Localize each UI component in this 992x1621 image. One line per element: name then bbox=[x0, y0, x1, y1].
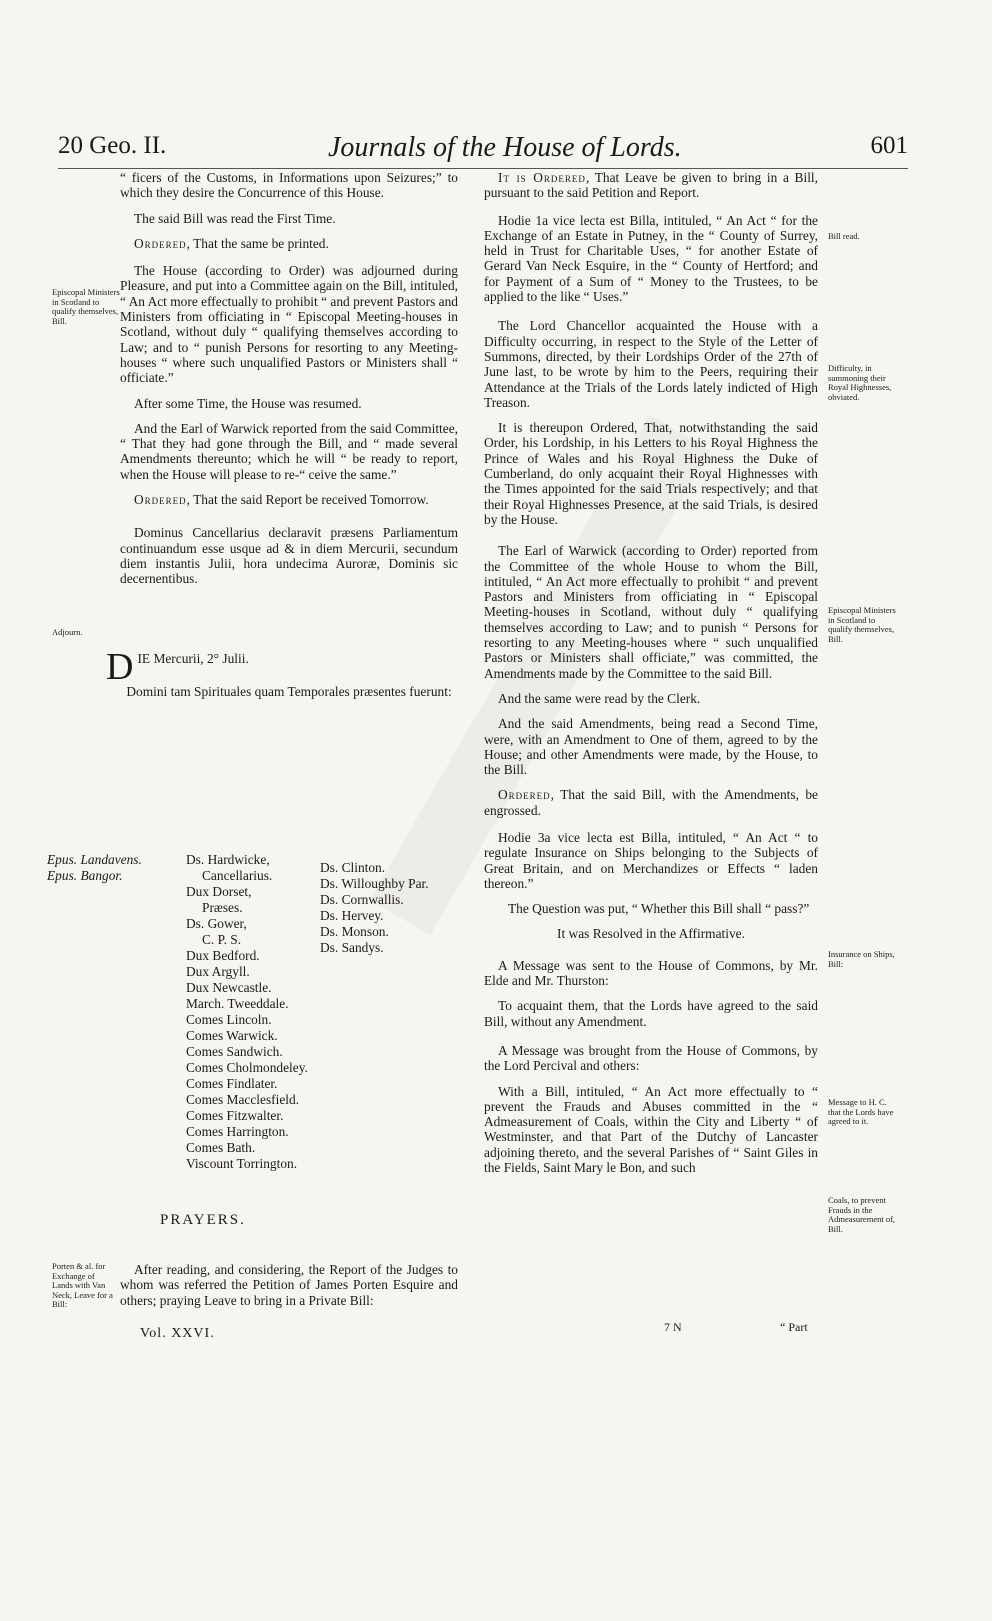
bishops-list bbox=[47, 852, 142, 884]
margin-note: Episcopal Ministers in Scotland to qualify themselves, Bill. bbox=[828, 605, 896, 644]
paragraph: “ ficers of the Customs, in Informations upon Seizures;” to which they desire the Concurrence of this House. bbox=[120, 170, 458, 201]
list-item: Comes Sandwich. bbox=[186, 1044, 283, 1059]
header-rule bbox=[58, 168, 908, 169]
list-item: Comes Findlater. bbox=[186, 1076, 278, 1091]
porten-paragraph-block bbox=[120, 1262, 458, 1318]
paragraph: The Question was put, “ Whether this Bill shall “ pass?” bbox=[508, 901, 810, 917]
margin-note: Porten & al. for Exchange of Lands with Van Neck, Leave for a Bill: bbox=[52, 1261, 113, 1309]
paragraph: Hodie 1a vice lecta est Billa, intituled, “ An Act “ for the Exchange of an Estate in Putney, in the “ County of Surrey, held in Trust for Charitable Uses, “ for another Estate of Gerard Van Neck Esquire, in the “ County of Hertford; and for Payment of a Sum of “ Money to the Trustees, to be applied to the like “ Uses.” bbox=[484, 212, 818, 305]
list-item: Dux Dorset, bbox=[186, 884, 252, 899]
paragraph-text: , That Leave be given to bring in a Bill, pursuant to the said Petition and Report. bbox=[484, 170, 818, 201]
paragraph: It is thereupon Ordered, That, notwithstanding the said Order, his Lordship, in his Letters to his Royal Highness the Prince of Wales and his Royal Highness the Duke of Cumberland, do only acquaint their Royal Highnesses with the Times appointed for the said Trials respectively; and that their Royal Highnesses Presence, at the said Trials, is desired by the House. bbox=[484, 420, 818, 527]
paragraph: And the Earl of Warwick reported from the said Committee, “ That they had gone through the Bill, and “ made several Amendments thereunto; which he will “ be ready to report, when the House will please to re-“ ceive the same.” bbox=[120, 420, 458, 482]
list-item: Epus. Landavens. bbox=[47, 852, 142, 867]
header-page-number: 601 bbox=[870, 132, 908, 159]
day-heading bbox=[106, 645, 458, 688]
list-item: Comes Harrington. bbox=[186, 1124, 289, 1139]
paragraph-text: , That the said Report be received Tomorrow. bbox=[186, 492, 429, 508]
lords-list-middle bbox=[186, 852, 308, 1172]
signature-mark: 7 N bbox=[664, 1320, 682, 1334]
paragraph-text: , That the same be printed. bbox=[186, 235, 329, 251]
ordered-label: Ordered bbox=[134, 235, 187, 251]
paragraph: Hodie 3a vice lecta est Billa, intituled, “ An Act “ to regulate Insurance on Ships belonging to the Subjects of Great Britain, and on Merchandizes or Effects “ laden thereon.” bbox=[484, 829, 818, 891]
catchword: “ Part bbox=[780, 1320, 808, 1334]
volume-label: Vol. XXVI. bbox=[140, 1326, 215, 1341]
list-item: Ds. Hardwicke, bbox=[186, 852, 270, 867]
drop-cap: D bbox=[106, 645, 134, 688]
margin-note: Episcopal Ministers in Scotland to qualify themselves, Bill. bbox=[52, 287, 120, 326]
paragraph: The Earl of Warwick (according to Order) reported from the Committee of the whole House to whom the Bill, intituled, “ An Act more effectually to prohibit “ and prevent Pastors and Ministers from officiating in “ Episcopal Meeting-houses in Scotland, without duly “ qualifying themselves according to Law; and to punish “ Persons for resorting to any Meeting-houses where “ such unqualified Pastors or Ministers shall officiate,” was committed, the Amendments made by the Committee to the said Bill. bbox=[484, 543, 818, 681]
left-column bbox=[106, 170, 458, 709]
paragraph: Dominus Cancellarius declaravit præsens Parliamentum continuandum esse usque ad & in diem Mercurii, secundum diem instantis Julii, hora undecima Auroræ, Dominis sic decernentibus. bbox=[120, 525, 458, 587]
list-item: March. Tweeddale. bbox=[186, 996, 289, 1011]
margin-note: Difficulty, in summoning their Royal Highnesses, obviated. bbox=[828, 363, 892, 402]
paragraph: A Message was sent to the House of Commons, by Mr. Elde and Mr. Thurston: bbox=[484, 957, 818, 989]
list-item: Dux Argyll. bbox=[186, 964, 250, 979]
list-item: Comes Bath. bbox=[186, 1140, 256, 1155]
list-item: Ds. Hervey. bbox=[320, 908, 384, 923]
margin-note: Insurance on Ships, Bill: bbox=[828, 949, 895, 969]
list-item: Comes Macclesfield. bbox=[186, 1092, 300, 1107]
list-item: Comes Lincoln. bbox=[186, 1012, 272, 1027]
page-header bbox=[58, 132, 908, 166]
list-item: Comes Warwick. bbox=[186, 1028, 278, 1043]
paragraph: After some Time, the House was resumed. bbox=[134, 395, 362, 411]
list-item: Dux Newcastle. bbox=[186, 980, 272, 995]
paragraph: And the said Amendments, being read a Second Time, were, with an Amendment to One of them, agreed to by the House; and other Amendments were made, by the House, to the Bill. bbox=[484, 716, 818, 778]
list-item: Comes Cholmondeley. bbox=[186, 1060, 308, 1075]
header-title: Journals of the House of Lords. bbox=[328, 132, 682, 163]
list-item: Præses. bbox=[202, 900, 243, 915]
list-item: Ds. Willoughby Par. bbox=[320, 876, 429, 891]
present-heading: Domini tam Spirituales quam Temporales præsentes fuerunt: bbox=[126, 683, 452, 699]
list-item: C. P. S. bbox=[202, 932, 242, 947]
paragraph bbox=[484, 170, 818, 201]
list-item: Ds. Sandys. bbox=[320, 940, 384, 955]
prayers-heading: PRAYERS. bbox=[160, 1212, 246, 1228]
paragraph: A Message was brought from the House of Commons, by the Lord Percival and others: bbox=[484, 1042, 818, 1074]
list-item: Cancellarius. bbox=[202, 868, 273, 883]
margin-note: Coals, to prevent Frauds in the Admeasurement of, Bill. bbox=[828, 1195, 896, 1234]
list-item: Ds. Monson. bbox=[320, 924, 389, 939]
list-item: Dux Bedford. bbox=[186, 948, 260, 963]
paragraph: The House (according to Order) was adjourned during Pleasure, and put into a Committee again on the Bill, intituled, “ An Act more effectually to prohibit “ and prevent Pastors and Ministers from officiating in “ Episcopal Meeting-houses in Scotland, without duly “ qualifying themselves according to Law; and to “ punish Persons for resorting to any Meeting-houses “ where such unqualified Pastors or Ministers shall “ officiate.” bbox=[120, 263, 458, 386]
list-item: Ds. Clinton. bbox=[320, 860, 386, 875]
paragraph: After reading, and considering, the Report of the Judges to whom was referred the Petition of James Porten Esquire and others; praying Leave to bring in a Private Bill: bbox=[120, 1262, 458, 1308]
paragraph: And the same were read by the Clerk. bbox=[498, 690, 701, 706]
ordered-label: Ordered bbox=[134, 492, 187, 508]
margin-note: Message to H. C. that the Lords have agreed to it. bbox=[828, 1097, 894, 1126]
ordered-label: Ordered bbox=[498, 787, 551, 803]
list-item: Ds. Gower, bbox=[186, 916, 247, 931]
list-item: Epus. Bangor. bbox=[47, 868, 123, 883]
paragraph: To acquaint them, that the Lords have agreed to the said Bill, without any Amendment. bbox=[484, 998, 818, 1029]
paragraph bbox=[120, 492, 458, 507]
paragraph bbox=[120, 236, 458, 251]
header-regnal-year: 20 Geo. II. bbox=[58, 132, 167, 159]
list-item: Comes Fitzwalter. bbox=[186, 1108, 284, 1123]
right-column bbox=[484, 170, 818, 1185]
paragraph: It was Resolved in the Affirmative. bbox=[557, 926, 745, 942]
ordered-label: It is Ordered bbox=[498, 170, 586, 185]
paragraph: The Lord Chancellor acquainted the House with a Difficulty occurring, in respect to the Style of the Letter of Summons, directed, by their Lordships Order of the 27th of June last, to be wrote by him to the Peers, requiring their Attendance at the Trials of the Lords lately indicted of High Treason. bbox=[484, 318, 818, 410]
day-heading-text: IE Mercurii, 2° Julii. bbox=[137, 650, 249, 666]
margin-note: Adjourn. bbox=[52, 627, 83, 637]
list-item: Viscount Torrington. bbox=[186, 1156, 298, 1171]
paragraph-text: , That the said Bill, with the Amendments, be engrossed. bbox=[484, 787, 818, 818]
paragraph bbox=[484, 787, 818, 818]
paragraph: The said Bill was read the First Time. bbox=[134, 210, 336, 226]
list-item: Ds. Cornwallis. bbox=[320, 892, 404, 907]
margin-note: Bill read. bbox=[828, 231, 860, 241]
paragraph: With a Bill, intituled, “ An Act more effectually to “ prevent the Frauds and Abuses committed in the “ Admeasurement of Coals, within the City and Liberty “ of Westminster, and that Part of the Dutchy of Lancaster adjoining thereto, and the several Parishes of “ Saint Giles in the Fields, Saint Mary le Bon, and such bbox=[484, 1083, 818, 1176]
lords-list-right bbox=[320, 860, 429, 956]
